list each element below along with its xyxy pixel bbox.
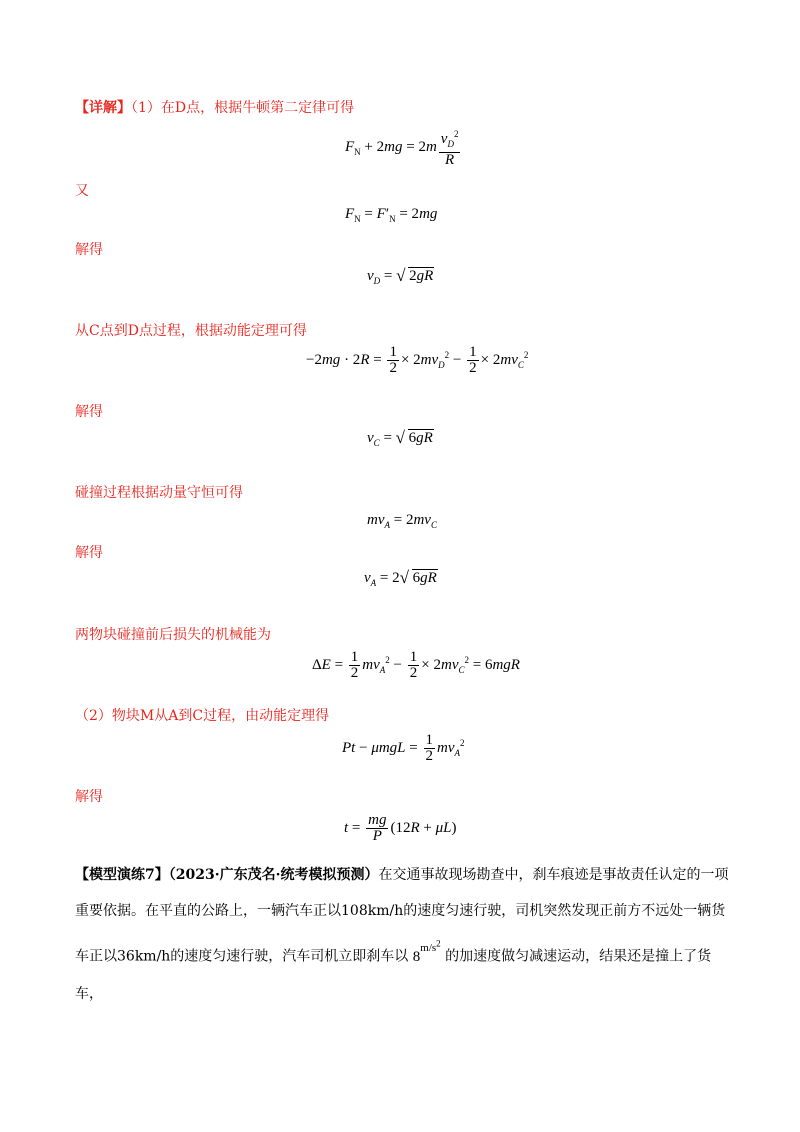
practice-line-1-text: 在交通事故现场勘查中，刹车痕迹是事故责任认定的一项 (378, 867, 729, 883)
detail-heading (75, 97, 354, 117)
practice-tag: 【模型演练7】 (75, 867, 169, 883)
text-jiede-1: 解得 (75, 242, 103, 258)
equation-energy-loss: ΔE = $\frac{1}{2}$ $mv_A^2$ − $\frac{1}{2}$ × $2mv_C^2 = 6mgR$ (312, 649, 520, 681)
equation-momentum: $mv_A = 2mv_C$ (367, 512, 437, 530)
equation-vc: $v_C$ = √ 6gR (367, 430, 434, 448)
practice-line-1 (75, 857, 735, 893)
equation-newton: $F_N + 2mg = 2m$ $\frac{v_D^2}{R}$ (345, 129, 459, 168)
equation-work-energy: Pt − μmgL = $\frac{1}{2}$ $mv_A^2$ (342, 732, 465, 764)
equation-time: t = $\frac{mg}{P}$ (12R + μL) (344, 812, 457, 844)
text-jiede-4: 解得 (75, 789, 103, 805)
practice-line-2: 重要依据。在平直的公路上，一辆汽车正以108km/h的速度匀速行驶，司机突然发现正前方不远处一辆货 (75, 903, 726, 919)
practice-line-3a: 车正以36km/h的速度匀速行驶，汽车司机立即刹车以 (75, 948, 409, 965)
part2-intro: （2）物块M从A到C过程，由动能定理得 (75, 708, 330, 724)
text-from-c-to-d: 从C点到D点过程，根据动能定理可得 (75, 323, 307, 339)
text-energy-loss: 两物块碰撞前后损失的机械能为 (75, 627, 271, 643)
equation-kinetic-energy: −2mg · 2R = $\frac{1}{2}$ × $2mv_D^2$ − $\frac{1}{2}$ × $2mv_C^2$ (306, 344, 529, 376)
equation-va: $v_A = 2√$ 6gR (364, 570, 438, 588)
practice-source: （2023·广东茂名·统考模拟预测） (168, 867, 379, 883)
practice-line-3 (75, 935, 735, 1012)
practice-line-3b: 的加速度做匀减速运动，结果还是撞上了货车， (75, 948, 712, 1002)
text-jiede-3: 解得 (75, 545, 103, 561)
text-you: 又 (75, 183, 89, 199)
acceleration-unit: m/s2 (420, 938, 441, 954)
equation-normal-force: $F_N = F'_N = 2mg$ (345, 206, 438, 224)
detail-tag: 【详解】 (75, 100, 131, 116)
equation-vd: $v_D$ = √ 2gR (367, 268, 434, 286)
practice-paragraph (75, 857, 735, 1012)
text-collision-momentum: 碰撞过程根据动量守恒可得 (75, 485, 243, 501)
part1-intro: （1）在D点，根据牛顿第二定律可得 (131, 100, 355, 116)
acceleration-value: $8^{m/s^2}$ (412, 938, 441, 965)
text-jiede-2: 解得 (75, 404, 103, 420)
